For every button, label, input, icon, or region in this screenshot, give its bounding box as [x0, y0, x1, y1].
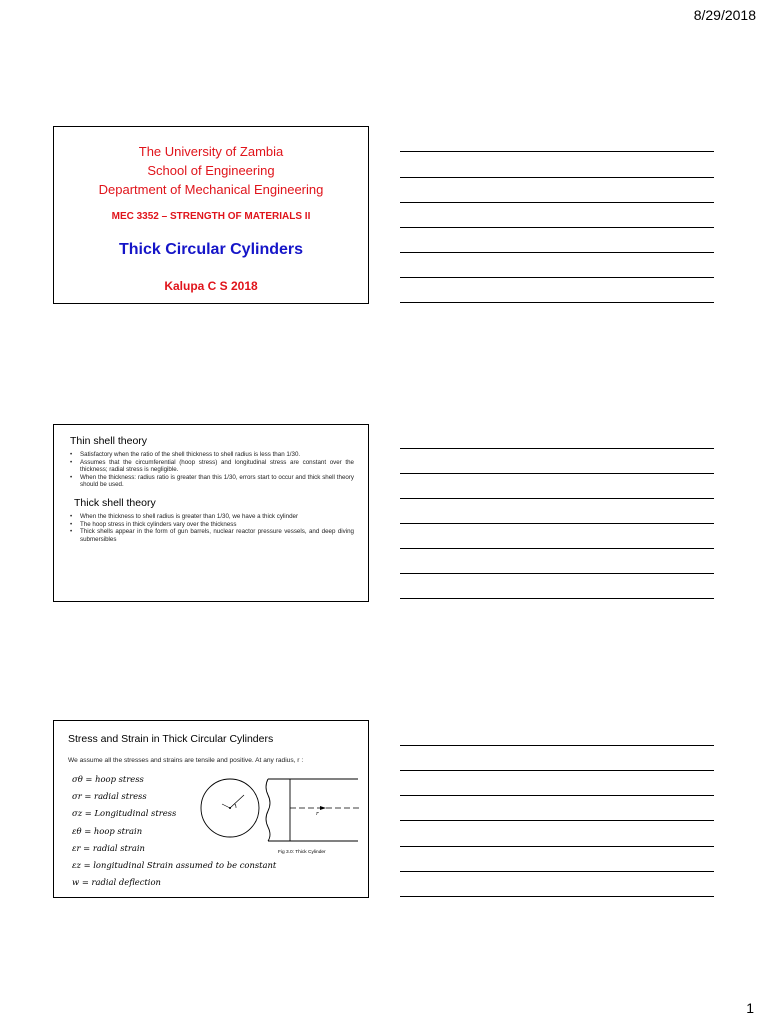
course-code: MEC 3352 – STRENGTH OF MATERIALS II: [111, 211, 311, 222]
note-line: [400, 302, 714, 303]
note-line: [400, 548, 714, 549]
author-line: Kalupa C S 2018: [164, 279, 258, 293]
definition-radial-strain: εr = radial strain: [72, 842, 145, 853]
note-line: [400, 820, 714, 821]
list-item: • When the thickness to shell radius is greater than 1/30, we have a thick cylinder: [68, 513, 354, 521]
department-name: Department of Mechanical Engineering: [98, 182, 324, 197]
note-line: [400, 523, 714, 524]
note-line: [400, 896, 714, 897]
note-line: [400, 598, 714, 599]
thick-shell-heading: Thick shell theory: [74, 496, 156, 509]
list-item: • Thick shells appear in the form of gun barrels, nuclear reactor pressure vessels, and deep diving submersibles: [68, 528, 354, 543]
definition-radial-stress: σr = radial stress: [72, 791, 147, 802]
figure-caption: Fig 3.0: Thick Cylinder: [278, 850, 326, 855]
slide-title: [53, 126, 369, 304]
assumption-text: We assume all the stresses and strains are tensile and positive. At any radius, r :: [68, 757, 304, 764]
note-line: [400, 846, 714, 847]
note-line: [400, 573, 714, 574]
school-name: School of Engineering: [147, 163, 275, 178]
note-line: [400, 151, 714, 152]
break-line: [266, 779, 270, 841]
radius-line: [230, 795, 244, 808]
note-line: [400, 177, 714, 178]
stress-strain-heading: Stress and Strain in Thick Circular Cylinders: [68, 733, 274, 745]
list-item: • The hoop stress in thick cylinders vary over the thickness: [68, 521, 354, 529]
note-line: [400, 871, 714, 872]
note-line: [400, 227, 714, 228]
radius-line: [222, 804, 230, 808]
note-line: [400, 770, 714, 771]
note-line: [400, 448, 714, 449]
note-line: [400, 277, 714, 278]
list-item: • Assumes that the circumferential (hoop stress) and longitudinal stress are constant over the thickness; radial stress is negligible.: [68, 459, 354, 474]
slide-stress-strain: [53, 720, 369, 898]
note-line: [400, 795, 714, 796]
list-item: • When the thickness: radius ratio is greater than this 1/30, errors start to occur and thick shell theory should be used.: [68, 474, 354, 489]
university-name: The University of Zambia: [138, 144, 284, 159]
slide-shell-theory: [53, 424, 369, 602]
definition-hoop-strain: εθ = hoop strain: [72, 825, 143, 836]
definition-longitudinal-strain: εz = longitudinal Strain assumed to be constant: [72, 860, 277, 871]
institution-block: [54, 142, 368, 199]
definition-radial-deflection: w = radial deflection: [72, 877, 161, 888]
axis-arrowhead: [320, 806, 326, 810]
list-item: • Satisfactory when the ratio of the shell thickness to shell radius is less than 1/30.: [68, 451, 354, 459]
slide-main-title: Thick Circular Cylinders: [118, 241, 304, 258]
figure-label-r: r: [316, 811, 319, 817]
page-number: 1: [746, 1000, 754, 1016]
note-line: [400, 202, 714, 203]
header-date: 8/29/2018: [693, 7, 756, 23]
note-line: [400, 745, 714, 746]
note-line: [400, 473, 714, 474]
thin-shell-list: [68, 451, 354, 489]
definition-longitudinal-stress: σz = Longitudinal stress: [72, 808, 177, 819]
thin-shell-heading: Thin shell theory: [70, 435, 148, 447]
thick-cylinder-figure: [196, 777, 364, 857]
note-line: [400, 252, 714, 253]
definition-hoop-stress: σθ = hoop stress: [72, 774, 144, 784]
thick-shell-list: [68, 513, 354, 543]
angle-arc: [235, 804, 237, 809]
note-line: [400, 498, 714, 499]
